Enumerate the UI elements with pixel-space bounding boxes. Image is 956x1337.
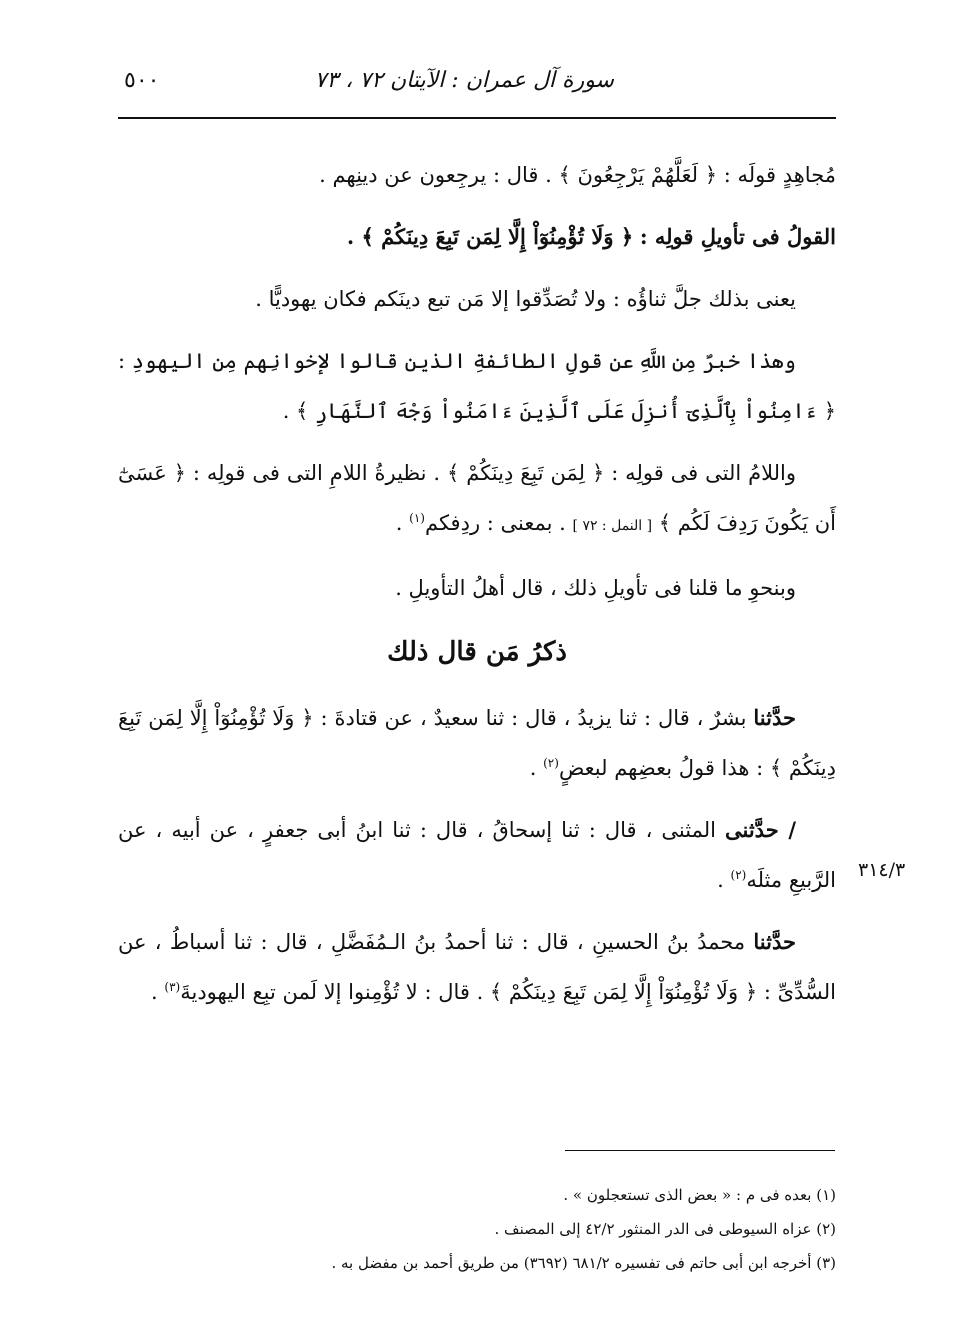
narration-1: حدَّثنا بشرٌ ، قال : ثنا يزيدُ ، قال : ثنا سعيدٌ ، عن قتادةَ : ﴿ وَلَا تُؤْمِنُوٓاْ إِلَّا لِمَن تَبِعَ دِينَكُمْ ﴾ : هذا قولُ بعضِهم لبعضٍ$^{(٢)}$ . xyxy=(118,705,836,780)
running-title: سورة آل عمران : الآيتان ٧٢ ، ٧٣ xyxy=(314,68,614,93)
paragraph-6-text: وبنحوِ ما قلنا فى تأويلِ ذلك ، قال أهلُ التأويلِ . xyxy=(395,576,796,600)
paragraph-3-text: يعنى بذلك جلَّ ثناؤُه : ولا تُصَدِّقوا إلا مَن تبع دينَكم فكان يهوديًّا . xyxy=(255,287,796,311)
paragraph-6 xyxy=(118,563,836,613)
narration-2-label: / حدَّثنى xyxy=(724,817,797,842)
narration-3: حدَّثنا محمدُ بنُ الحسينِ ، قال : ثنا أحمدُ بنُ الـمُفَضَّلِ ، قال : ثنا أسباطُ ، عن السُّدِّىِّ : ﴿ وَلَا تُؤْمِنُوٓاْ إِلَّا لِمَن تَبِعَ دِينَكُمْ ﴾ . قال : لا تُؤْمِنوا إلا لَمن تبِع اليهوديةَ$^{(٣)}$ . xyxy=(118,929,836,1004)
commentary-label: القولُ فى تأويلِ قولِه : xyxy=(639,224,836,249)
narration-1-text: بشرٌ ، قال : ثنا يزيدُ ، قال : ثنا سعيدٌ ، عن قتادةَ : ﴿ وَلَا تُؤْمِنُوٓاْ إِلَّا لِمَن تَبِعَ دِينَكُمْ ﴾ : هذا قولُ بعضِهم لبعضٍ xyxy=(118,706,836,780)
paragraph-3 xyxy=(118,274,836,324)
footnote-marker-2[interactable]: (٢) xyxy=(543,756,559,770)
running-header xyxy=(118,62,836,102)
paragraph-5-text-b: . بمعنى : ردِفكم xyxy=(424,511,566,535)
paragraph-4-text: وهذا خبرٌ مِن اللَّهِ عن قولِ الطائفةِ الذين قالوا لإخوانِهم مِن اليهودِ : ﴿ ءَامِنُواْ بِٱلَّذِىٓ أُنزِلَ عَلَى ٱلَّذِينَ ءَامَنُواْ وَجْهَ ٱلنَّهَارِ ﴾ . xyxy=(118,349,836,423)
page-number: ٥٠٠ xyxy=(124,68,160,93)
paragraph-4 xyxy=(118,336,836,436)
paragraph-5: واللامُ التى فى قولِه : ﴿ لِمَن تَبِعَ دِينَكُمْ ﴾ . نظيرةُ اللامِ التى فى قولِه : ﴿ عَسَىٰٓ أَن يَكُونَ رَدِفَ لَكُم ﴾ [ النمل : ٧٢ ] . بمعنى : ردِفكم$^{(١)}$ . xyxy=(118,461,836,535)
narration-2-text: المثنى ، قال : ثنا إسحاقُ ، قال : ثنا ابنُ أبى جعفرٍ ، عن أبيه ، عن الرَّبيعِ مثلَه xyxy=(118,818,836,892)
narration-3-text: محمدُ بنُ الحسينِ ، قال : ثنا أحمدُ بنُ الـمُفَضَّلِ ، قال : ثنا أسباطُ ، عن السُّدِّىِّ : ﴿ وَلَا تُؤْمِنُوٓاْ إِلَّا لِمَن تَبِعَ دِينَكُمْ ﴾ . قال : لا تُؤْمِنوا إلا لَمن تبِع اليهوديةَ xyxy=(118,930,836,1004)
footnote-marker-2b[interactable]: (٢) xyxy=(730,868,747,882)
footnote-1: (١) بعده فى م : « بعض الذى تستعجلون » . xyxy=(563,1186,836,1204)
narration-2: / حدَّثنى المثنى ، قال : ثنا إسحاقُ ، قال : ثنا ابنُ أبى جعفرٍ ، عن أبيه ، عن الرَّبيعِ مثلَه$^{(٢)}$ . xyxy=(118,817,836,892)
footnotes xyxy=(118,1178,836,1280)
footnote-marker-1[interactable]: (١) xyxy=(409,511,425,525)
footnote-2: (٢) عزاه السيوطى فى الدر المنثور ٤٢/٢ إلى المصنف . xyxy=(494,1220,836,1238)
main-text xyxy=(118,150,836,1029)
footnote-3: (٣) أخرجه ابن أبى حاتم فى تفسيره ٦٨١/٢ (٣٦٩٢) من طريق أحمد بن مفضل به . xyxy=(331,1254,836,1272)
narration-1-label: حدَّثنا xyxy=(753,705,796,730)
paragraph-1-text: مُجاهِدٍ قولَه : ﴿ لَعَلَّهُمْ يَرْجِعُونَ ﴾ . قال : يرجِعون عن دينِهم . xyxy=(319,163,836,187)
quran-verse: ﴿ وَلَا تُؤْمِنُوٓاْ إِلَّا لِمَن تَبِعَ دِينَكُمْ ﴾ . xyxy=(346,224,634,249)
paragraph-1 xyxy=(118,150,836,200)
footnote-marker-3[interactable]: (٣) xyxy=(164,980,181,994)
footnote-rule xyxy=(565,1150,835,1151)
narration-3-label: حدَّثنا xyxy=(753,929,796,954)
surah-reference: [ النمل : ٧٢ ] xyxy=(572,518,653,534)
paragraph-2 xyxy=(118,212,836,262)
header-rule xyxy=(118,117,836,119)
section-heading: ذكرُ مَن قال ذلك xyxy=(387,637,567,667)
margin-reference: ٣١٤/٣ xyxy=(858,859,906,881)
paragraph-5-text-a: واللامُ التى فى قولِه : ﴿ لِمَن تَبِعَ دِينَكُمْ ﴾ . نظيرةُ اللامِ التى فى قولِه : ﴿ عَسَىٰٓ أَن يَكُونَ رَدِفَ لَكُم ﴾ xyxy=(118,461,836,535)
